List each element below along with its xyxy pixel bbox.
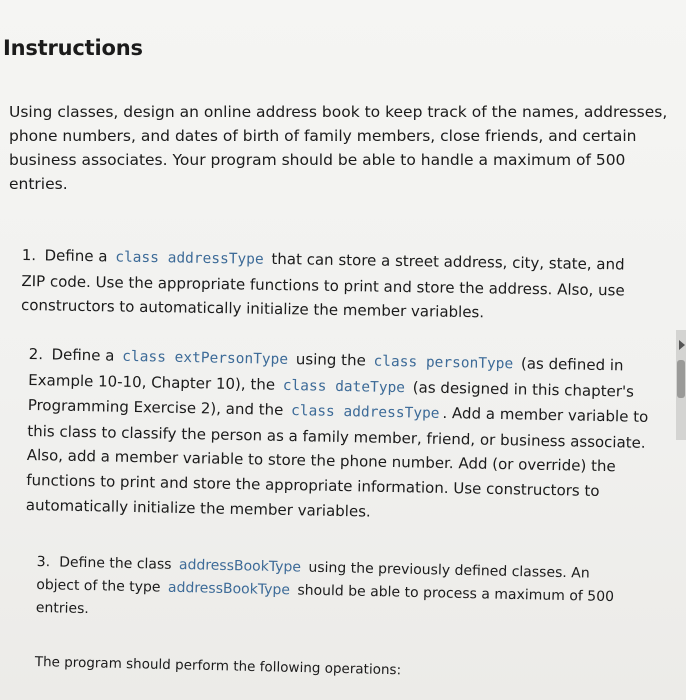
item-text: that can store a street address, city, state, and ZIP code. Use the appropriate functions to print and store the address. Also, use constructors to automatically initialize the member variables. (20, 249, 625, 322)
list-item-1 (21, 243, 652, 328)
item-text: Define a (51, 345, 115, 365)
code-snippet: class addressType (290, 403, 440, 423)
operations-text: The program should perform the following operations: (34, 654, 402, 679)
list-number: 3. (36, 553, 51, 571)
list-item-3 (36, 551, 627, 632)
item-text: (as designed in this chapter's Programming Exercise 2), and the (27, 377, 635, 420)
item-text: using the previously defined classes. An object of the type (36, 559, 590, 596)
class-name: addressBookType (178, 556, 302, 576)
list-item-2 (26, 342, 654, 529)
code-snippet: class personType (373, 353, 514, 373)
item-text: should be able to process a maximum of 500 entries. (35, 582, 615, 618)
intro-paragraph: Using classes, design an online address book to keep track of the names, addresses, phone numbers, and dates of birth of family members, close friends, and certain business associates. Your program should be able to handle a maximum of 500 entries. (9, 103, 668, 193)
page-title: Instructions (3, 36, 143, 60)
item-text: using the (295, 350, 366, 370)
code-snippet: class dateType (282, 377, 406, 396)
item-text: Define a (44, 246, 108, 266)
item-text: (as defined in Example 10-10, Chapter 10), the (28, 354, 624, 394)
scroll-arrow-icon[interactable] (679, 340, 685, 350)
item-text: Define the class (59, 554, 172, 573)
code-snippet: class extPersonType (122, 348, 289, 368)
class-name: addressBookType (167, 579, 291, 599)
item-text: . Add a member variable to this class to classify the person as a family member, friend, or business associate. Also, add a member variable to store the phone number. Add (or override) the functions to print and store the appropriate information. Use constructors to automatically initialize the member variables. (25, 404, 649, 521)
scrollbar-thumb[interactable] (677, 360, 685, 398)
code-snippet: class addressType (115, 249, 264, 268)
list-number: 2. (28, 344, 44, 364)
list-number: 1. (21, 245, 37, 265)
